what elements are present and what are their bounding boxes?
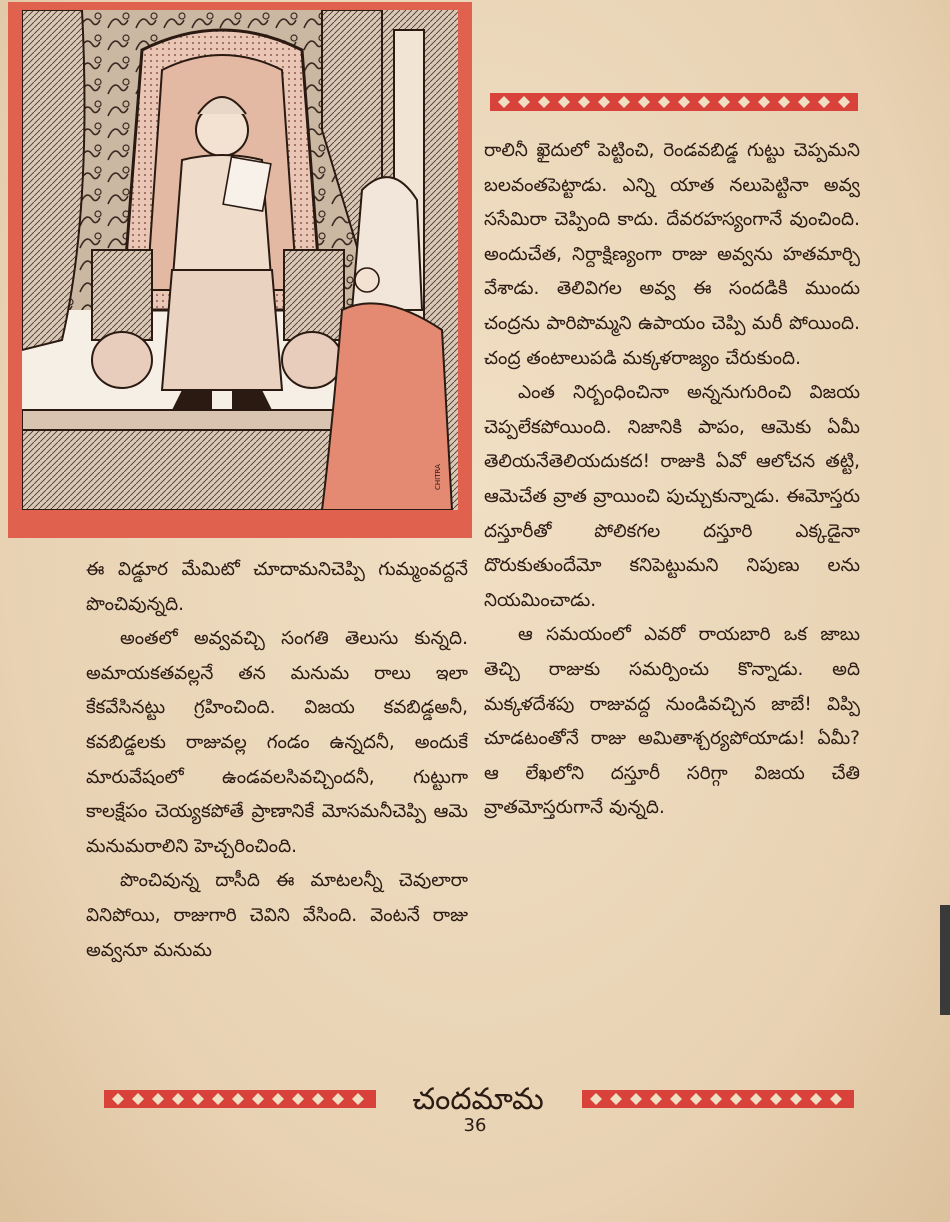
page-number: 36 bbox=[463, 1115, 487, 1136]
story-illustration bbox=[8, 2, 472, 538]
king-on-throne-illustration bbox=[22, 10, 458, 510]
right-paragraph-2: ఎంత నిర్బంధించినా అన్ననుగురించి విజయ చెప్పలేకపోయింది. నిజానికి పాపం, ఆమెకు ఏమీ తెలియనేతెలియదుకద! రాజుకి ఏవో ఆలోచన తట్టి, ఆమెచేత వ్రాత వ్రాయించి పుచ్చుకున్నాడు. ఈమోస్తరు దస్తూరీతో పోలికగల దస్తూరి ఎక్కడైనా దొరుకుతుందేమో కనిపెట్టుమని నిపుణు లను నియమించాడు. bbox=[484, 382, 860, 611]
artist-signature: CHITRA bbox=[434, 464, 442, 490]
left-text-column bbox=[86, 553, 468, 968]
scan-edge-mark bbox=[940, 905, 950, 1015]
left-paragraph-1: ఈ విడ్డూర మేమిటో చూదామనిచెప్పి గుమ్మంవద్దనే పొంచివున్నది. bbox=[86, 559, 468, 615]
footer-ornament-right bbox=[582, 1088, 854, 1110]
right-paragraph-1: రాలినీ ఖైదులో పెట్టించి, రెండవబిడ్డ గుట్టు చెప్పమని బలవంతపెట్టాడు. ఎన్ని యాత నలుపెట్టినా అవ్వ ససేమిరా చెప్పింది కాదు. దేవరహస్యంగానే వుంచింది. అందుచేత, నిర్దాక్షిణ్యంగా రాజు అవ్వను హతమార్చి వేశాడు. తెలివిగల అవ్వ ఈ సందడికి ముందు చంద్రను పారిపొమ్మని ఉపాయం చెప్పి మరీ పోయింది. చంద్ర తంటాలుపడి మక్కళరాజ్యం చేరుకుంది. bbox=[484, 140, 860, 369]
left-paragraph-3: పొంచివున్న దాసీది ఈ మాటలన్నీ చెవులారా వినిపోయి, రాజుగారి చెవిని వేసింది. వెంటనే రాజు అవ్వనూ మనుమ bbox=[86, 870, 468, 961]
left-paragraph-2: అంతలో అవ్వవచ్చి సంగతి తెలుసు కున్నది. అమాయకతవల్లనే తన మనుమ రాలు ఇలా కేకవేసినట్టు గ్రహించింది. విజయ కవబిడ్డఅనీ, కవబిడ్డలకు రాజువల్ల గండం ఉన్నదనీ, అందుకే మారువేషంలో ఉండవలసివచ్చిందనీ, గుట్టుగా కాలక్షేపం చెయ్యకపోతే ప్రాణానికే మోసమనీచెప్పి ఆమె మనుమరాలిని హెచ్చరించింది. bbox=[86, 628, 468, 857]
right-paragraph-3: ఆ సమయంలో ఎవరో రాయబారి ఒక జాబు తెచ్చి రాజుకు సమర్పించు కొన్నాడు. అది మక్కళదేశపు రాజువద్ద నుండివచ్చిన జాబే! విప్పి చూడటంతోనే రాజు అమితాశ్చర్యపోయాడు! ఏమీ? ఆ లేఖలోని దస్తూరీ సరిగ్గా విజయ చేతి వ్రాతమోస్తరుగానే వున్నది. bbox=[484, 624, 860, 819]
top-ornament-border bbox=[490, 91, 858, 113]
footer-ornament-left bbox=[104, 1088, 376, 1110]
right-text-column bbox=[484, 134, 860, 826]
magazine-title: చందమామ bbox=[412, 1082, 544, 1117]
